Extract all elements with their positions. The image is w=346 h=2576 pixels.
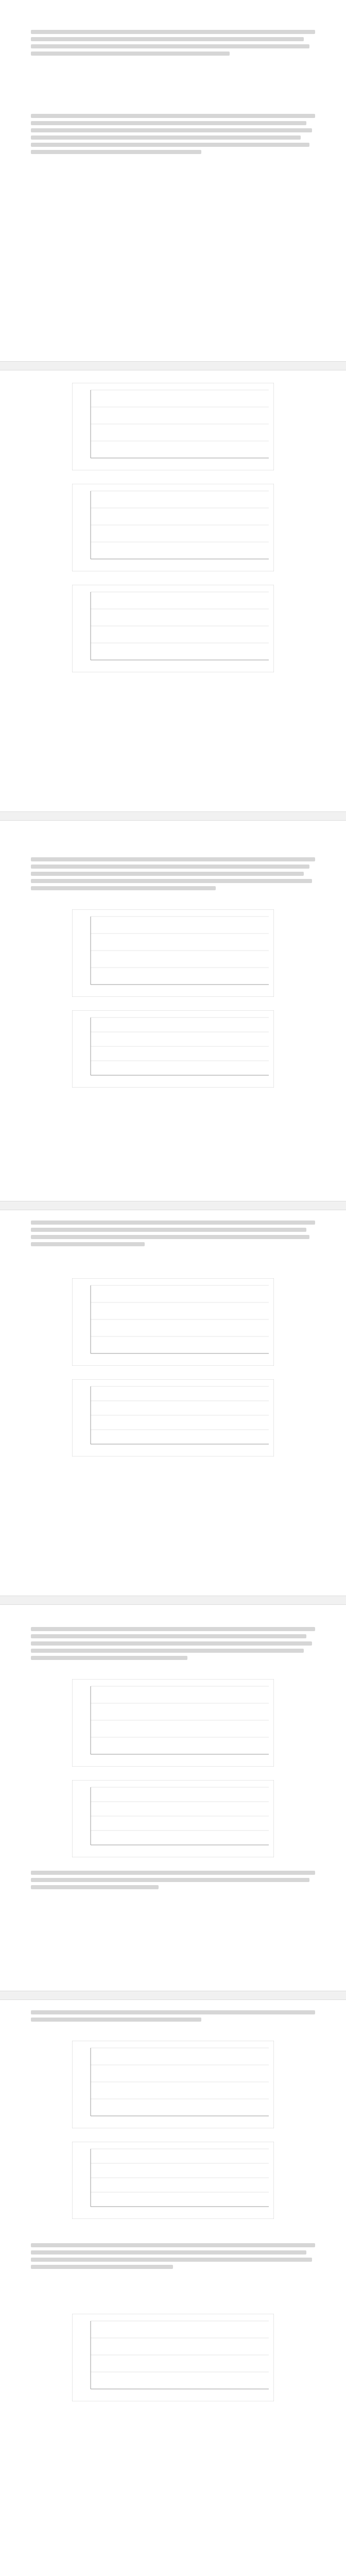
subsection-c-text-block (31, 2243, 315, 2269)
subsection-a-paragraph (31, 894, 315, 904)
section-1-text-block (31, 114, 315, 154)
text-line-placeholder (31, 1228, 306, 1232)
blank-space (0, 1470, 346, 1573)
text-line-placeholder (31, 30, 315, 34)
figure-5 (72, 1010, 274, 1095)
subsection-b-text-block-3 (31, 2010, 315, 2022)
figure-caption (72, 1458, 274, 1464)
text-line-placeholder (31, 1871, 315, 1875)
page-divider (0, 811, 346, 821)
page-divider (0, 361, 346, 370)
chart-frame (72, 484, 274, 571)
text-line-placeholder (31, 1242, 145, 1246)
text-line-placeholder (31, 872, 304, 876)
subsection-c-paragraph (31, 2286, 315, 2296)
document-title (31, 13, 315, 23)
figure-caption (72, 1089, 274, 1095)
chart-figure-6 (72, 1278, 274, 1366)
text-line-placeholder (31, 1878, 309, 1882)
chart-frame (72, 2041, 274, 2128)
text-line-placeholder (31, 2243, 315, 2247)
intro-paragraph (31, 60, 315, 70)
chart-frame (72, 909, 274, 997)
chart-frame (72, 1010, 274, 1088)
chart-figure-11 (72, 2142, 274, 2219)
page-5 (0, 1612, 346, 1984)
chart-frame (72, 1379, 274, 1456)
subsection-a-heading (36, 846, 310, 853)
page-number (0, 1188, 346, 1194)
figure-7 (72, 1379, 274, 1464)
subsection-c-paragraph (31, 2273, 315, 2283)
figure-8 (72, 1679, 274, 1774)
text-line-placeholder (31, 879, 312, 883)
page-divider (0, 1991, 346, 2000)
subsection-a-paragraph (31, 1263, 315, 1273)
figure-caption (72, 2129, 274, 2136)
page-number (0, 1582, 346, 1588)
text-line-placeholder (31, 2018, 201, 2022)
chart-figure-12 (72, 2314, 274, 2401)
figure-12 (72, 2314, 274, 2409)
text-line-placeholder (31, 1221, 315, 1225)
chart-figure-9 (72, 1780, 274, 1857)
text-line-placeholder (31, 150, 201, 154)
section-2-heading (31, 835, 315, 842)
blank-space (0, 1101, 346, 1178)
chart-figure-5 (72, 1010, 274, 1088)
subsection-b-text-block (31, 1627, 315, 1660)
text-line-placeholder (31, 2265, 173, 2269)
subsection-b-paragraph (31, 1664, 315, 1674)
subsection-a-paragraph (31, 1250, 315, 1260)
chart-frame (72, 1780, 274, 1857)
figure-caption (72, 572, 274, 579)
figure-4 (72, 909, 274, 1004)
figure-caption (72, 1858, 274, 1865)
chart-frame (72, 1679, 274, 1767)
figure-10 (72, 2041, 274, 2136)
page-4 (0, 1217, 346, 1588)
section-1-paragraph (31, 158, 315, 168)
subsection-c-heading (36, 2232, 310, 2239)
page-3 (0, 828, 346, 1194)
section-1-paragraph (31, 171, 315, 181)
text-line-placeholder (31, 37, 304, 41)
chart-figure-3 (72, 585, 274, 672)
text-line-placeholder (31, 143, 309, 147)
text-line-placeholder (31, 2250, 306, 2255)
intro-paragraph (31, 86, 315, 95)
page-divider (0, 1201, 346, 1210)
text-line-placeholder (31, 1641, 312, 1646)
intro-paragraph (31, 73, 315, 82)
chart-figure-8 (72, 1679, 274, 1767)
figure-caption (72, 2220, 274, 2226)
subsection-b-paragraph (31, 1893, 315, 1903)
section-1-paragraph (31, 184, 315, 194)
figure-caption (72, 1367, 274, 1373)
page-divider (0, 1596, 346, 1605)
figure-11 (72, 2142, 274, 2226)
subsection-b-heading (36, 1616, 310, 1623)
figure-3 (72, 585, 274, 680)
chart-figure-1 (72, 383, 274, 470)
chart-figure-4 (72, 909, 274, 997)
text-line-placeholder (31, 1627, 315, 1631)
text-line-placeholder (31, 2258, 312, 2262)
text-line-placeholder (31, 865, 309, 869)
chart-frame (72, 2142, 274, 2219)
figure-caption (72, 673, 274, 680)
intro-text-block (31, 30, 315, 56)
text-line-placeholder (31, 1656, 187, 1660)
figure-9 (72, 1780, 274, 1865)
text-line-placeholder (31, 2010, 315, 2014)
subsection-a-text-block (31, 857, 315, 890)
page-2 (0, 378, 346, 804)
text-line-placeholder (31, 1235, 309, 1239)
text-line-placeholder (31, 128, 312, 132)
page-1 (0, 0, 346, 354)
text-line-placeholder (31, 857, 315, 861)
figure-6 (72, 1278, 274, 1373)
page-number (0, 2418, 346, 2424)
chart-frame (72, 585, 274, 672)
figure-caption (72, 471, 274, 478)
text-line-placeholder (31, 52, 230, 56)
figure-1 (72, 383, 274, 478)
subsection-a-text-block-2 (31, 1221, 315, 1246)
subsection-b-paragraph (31, 2026, 315, 2036)
page-number (0, 1977, 346, 1984)
page-number (0, 348, 346, 354)
section-1-paragraph (31, 197, 315, 207)
blank-space (0, 210, 346, 338)
text-line-placeholder (31, 1649, 304, 1653)
text-line-placeholder (31, 44, 309, 48)
text-line-placeholder (31, 114, 315, 118)
chart-figure-2 (72, 484, 274, 571)
page-6 (0, 2007, 346, 2424)
subsection-c-paragraph (31, 2299, 315, 2309)
chart-frame (72, 383, 274, 470)
chart-figure-10 (72, 2041, 274, 2128)
section-1-heading (31, 103, 315, 110)
blank-space (0, 686, 346, 789)
text-line-placeholder (31, 886, 216, 890)
figure-caption (72, 2402, 274, 2409)
figure-caption (72, 1768, 274, 1774)
page-number (0, 798, 346, 804)
text-line-placeholder (31, 121, 306, 125)
figure-2 (72, 484, 274, 579)
text-line-placeholder (31, 135, 301, 140)
subsection-b-text-block-2 (31, 1871, 315, 1889)
text-line-placeholder (31, 1634, 306, 1638)
figure-caption (72, 998, 274, 1004)
chart-figure-7 (72, 1379, 274, 1456)
text-line-placeholder (31, 1885, 159, 1889)
chart-frame (72, 2314, 274, 2401)
blank-space (0, 1906, 346, 1968)
chart-frame (72, 1278, 274, 1366)
